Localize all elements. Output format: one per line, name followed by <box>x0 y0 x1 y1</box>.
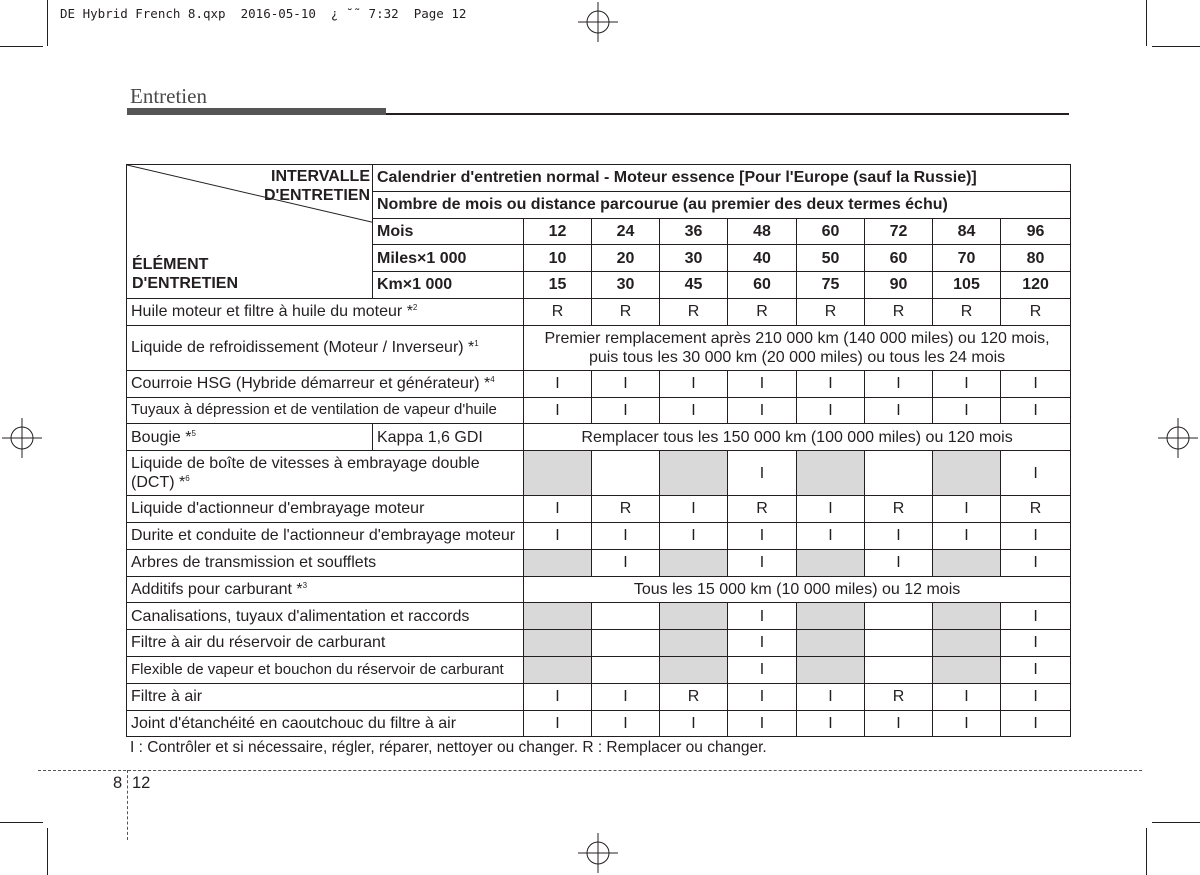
interval-value: 60 <box>865 245 933 272</box>
interval-unit-label: Miles×1 000 <box>373 245 524 272</box>
schedule-cell: I <box>728 710 797 737</box>
schedule-cell: R <box>592 496 660 523</box>
schedule-cell: I <box>524 683 592 710</box>
table-row <box>127 630 1071 657</box>
page-number: 12 <box>132 774 151 792</box>
table-row <box>127 549 1071 576</box>
schedule-cell: I <box>1001 656 1071 683</box>
interval-value: 60 <box>728 272 797 299</box>
schedule-cell: I <box>524 496 592 523</box>
interval-value: 30 <box>660 245 728 272</box>
table-row <box>127 603 1071 630</box>
interval-label: INTERVALLE D'ENTRETIEN <box>263 168 370 205</box>
registration-mark-icon <box>578 2 618 42</box>
schedule-cell: I <box>797 397 865 424</box>
schedule-cell: R <box>728 496 797 523</box>
schedule-cell <box>865 656 933 683</box>
schedule-cell: I <box>797 710 865 737</box>
item-label: Durite et conduite de l'actionneur d'embrayage moteur <box>127 522 524 549</box>
interval-value: 45 <box>660 272 728 299</box>
interval-value: 15 <box>524 272 592 299</box>
schedule-cell <box>524 549 592 576</box>
crop-mark <box>1146 828 1147 875</box>
schedule-cell <box>865 630 933 657</box>
schedule-cell <box>592 603 660 630</box>
footer-divider <box>127 770 128 840</box>
schedule-cell: I <box>1001 710 1071 737</box>
schedule-cell <box>933 603 1001 630</box>
interval-value: 96 <box>1001 218 1071 245</box>
schedule-cell: I <box>728 549 797 576</box>
interval-value: 90 <box>865 272 933 299</box>
schedule-cell: I <box>933 496 1001 523</box>
table-row <box>127 298 1071 325</box>
item-label: Liquide d'actionneur d'embrayage moteur <box>127 496 524 523</box>
legend: I : Contrôler et si nécessaire, régler, réparer, nettoyer ou changer. R : Remplacer ou changer. <box>130 739 767 756</box>
chapter-number: 8 <box>113 774 123 792</box>
schedule-cell: I <box>797 522 865 549</box>
table-row <box>127 370 1071 397</box>
schedule-cell: I <box>1001 549 1071 576</box>
schedule-cell: I <box>797 370 865 397</box>
item-label: Filtre à air <box>127 683 524 710</box>
section-title: Entretien <box>130 84 207 108</box>
schedule-cell: I <box>592 522 660 549</box>
interval-value: 20 <box>592 245 660 272</box>
interval-value: 50 <box>797 245 865 272</box>
registration-mark-icon <box>578 833 618 873</box>
schedule-cell: I <box>728 603 797 630</box>
schedule-cell: I <box>524 710 592 737</box>
schedule-cell <box>865 451 933 496</box>
schedule-cell <box>797 451 865 496</box>
schedule-cell: I <box>865 549 933 576</box>
crop-mark <box>1152 46 1200 47</box>
item-label: Bougie *$^5$ <box>127 424 373 451</box>
interval-value: 40 <box>728 245 797 272</box>
crop-mark <box>1152 822 1200 823</box>
interval-value: 72 <box>865 218 933 245</box>
item-label: Filtre à air du réservoir de carburant <box>127 630 524 657</box>
schedule-cell: I <box>660 496 728 523</box>
schedule-cell: R <box>1001 298 1071 325</box>
schedule-cell <box>865 603 933 630</box>
schedule-cell: I <box>660 397 728 424</box>
schedule-cell: I <box>933 522 1001 549</box>
table-row <box>127 710 1071 737</box>
schedule-cell: R <box>592 298 660 325</box>
schedule-cell: I <box>592 683 660 710</box>
schedule-cell: I <box>592 710 660 737</box>
item-label: Huile moteur et filtre à huile du moteur *$^2$ <box>127 298 524 325</box>
schedule-span-text: Premier remplacement après 210 000 km (140 000 miles) ou 120 mois, puis tous les 30 000 km (20 000 miles) ou tous les 24 mois <box>524 325 1071 370</box>
schedule-cell: I <box>933 397 1001 424</box>
schedule-cell: I <box>1001 397 1071 424</box>
schedule-cell <box>524 630 592 657</box>
schedule-cell: I <box>865 522 933 549</box>
maintenance-schedule-table <box>126 164 1071 737</box>
crop-mark <box>1146 0 1147 46</box>
schedule-cell: I <box>592 370 660 397</box>
schedule-cell: R <box>660 298 728 325</box>
schedule-cell: I <box>660 370 728 397</box>
schedule-cell <box>797 656 865 683</box>
print-slug: DE Hybrid French 8.qxp 2016-05-10 ¿ ˘˜ 7:32 Page 12 <box>60 6 467 21</box>
schedule-cell: I <box>660 710 728 737</box>
schedule-cell: I <box>728 397 797 424</box>
registration-mark-icon <box>1158 418 1198 458</box>
interval-value: 60 <box>797 218 865 245</box>
schedule-cell <box>592 630 660 657</box>
schedule-cell <box>797 603 865 630</box>
table-row <box>127 576 1071 603</box>
interval-value: 24 <box>592 218 660 245</box>
schedule-cell: I <box>933 370 1001 397</box>
schedule-cell <box>660 451 728 496</box>
schedule-cell: I <box>865 397 933 424</box>
schedule-cell: I <box>797 683 865 710</box>
interval-value: 80 <box>1001 245 1071 272</box>
schedule-span-text: Remplacer tous les 150 000 km (100 000 miles) ou 120 mois <box>524 424 1071 451</box>
schedule-cell: R <box>865 298 933 325</box>
table-row <box>127 451 1071 496</box>
item-label: Joint d'étanchéité en caoutchouc du filtre à air <box>127 710 524 737</box>
schedule-cell: R <box>797 298 865 325</box>
schedule-cell <box>797 549 865 576</box>
schedule-cell <box>660 603 728 630</box>
schedule-subtitle: Nombre de mois ou distance parcourue (au premier des deux termes échu) <box>373 191 1071 218</box>
schedule-span-text: Tous les 15 000 km (10 000 miles) ou 12 mois <box>524 576 1071 603</box>
table-row <box>127 397 1071 424</box>
interval-value: 48 <box>728 218 797 245</box>
interval-value: 12 <box>524 218 592 245</box>
item-label: Arbres de transmission et soufflets <box>127 549 524 576</box>
item-label: Canalisations, tuyaux d'alimentation et raccords <box>127 603 524 630</box>
crop-mark <box>0 46 43 47</box>
crop-mark <box>0 822 43 823</box>
schedule-cell: I <box>933 710 1001 737</box>
interval-value: 120 <box>1001 272 1071 299</box>
schedule-cell <box>524 451 592 496</box>
schedule-cell <box>592 656 660 683</box>
schedule-cell: I <box>865 710 933 737</box>
section-header-bar <box>127 108 386 115</box>
section-header-rule <box>386 113 1069 115</box>
item-label: Tuyaux à dépression et de ventilation de vapeur d'huile <box>127 397 524 424</box>
item-label: Courroie HSG (Hybride démarreur et générateur) *$^4$ <box>127 370 524 397</box>
footer-divider <box>38 770 1142 771</box>
element-label: ÉLÉMENT D'ENTRETIEN <box>132 255 239 292</box>
item-label: Additifs pour carburant *$^3$ <box>127 576 524 603</box>
table-row <box>127 424 1071 451</box>
schedule-cell <box>660 549 728 576</box>
schedule-cell <box>933 549 1001 576</box>
schedule-title: Calendrier d'entretien normal - Moteur essence [Pour l'Europe (sauf la Russie)] <box>373 165 1071 192</box>
interval-unit-label: Mois <box>373 218 524 245</box>
schedule-cell <box>660 656 728 683</box>
crop-mark <box>47 828 48 875</box>
schedule-cell: I <box>524 370 592 397</box>
interval-value: 105 <box>933 272 1001 299</box>
schedule-cell: R <box>865 683 933 710</box>
table-row <box>127 656 1071 683</box>
schedule-cell <box>797 630 865 657</box>
interval-value: 75 <box>797 272 865 299</box>
item-sub-label: Kappa 1,6 GDI <box>373 424 524 451</box>
schedule-cell <box>933 656 1001 683</box>
schedule-cell: I <box>1001 451 1071 496</box>
interval-value: 84 <box>933 218 1001 245</box>
table-row <box>127 683 1071 710</box>
schedule-cell <box>524 656 592 683</box>
interval-value: 30 <box>592 272 660 299</box>
interval-value: 10 <box>524 245 592 272</box>
item-label: Liquide de refroidissement (Moteur / Inverseur) *$^1$ <box>127 325 524 370</box>
schedule-cell <box>592 451 660 496</box>
schedule-cell: I <box>1001 683 1071 710</box>
schedule-cell: R <box>524 298 592 325</box>
schedule-cell: I <box>728 451 797 496</box>
schedule-cell <box>524 603 592 630</box>
item-label: Liquide de boîte de vitesses à embrayage double (DCT) *$^6$ <box>127 451 524 496</box>
interval-value: 70 <box>933 245 1001 272</box>
schedule-cell: I <box>728 630 797 657</box>
schedule-cell <box>933 630 1001 657</box>
schedule-cell: I <box>728 370 797 397</box>
schedule-cell: I <box>797 496 865 523</box>
schedule-cell: I <box>728 522 797 549</box>
registration-mark-icon <box>2 418 42 458</box>
schedule-cell: I <box>1001 522 1071 549</box>
schedule-cell: R <box>660 683 728 710</box>
schedule-cell: I <box>865 370 933 397</box>
schedule-cell: I <box>728 656 797 683</box>
crop-mark <box>47 0 48 46</box>
schedule-cell <box>660 630 728 657</box>
item-label: Flexible de vapeur et bouchon du réservoir de carburant <box>127 656 524 683</box>
schedule-cell: I <box>1001 630 1071 657</box>
interval-value: 36 <box>660 218 728 245</box>
schedule-cell: R <box>933 298 1001 325</box>
schedule-cell <box>933 451 1001 496</box>
interval-unit-label: Km×1 000 <box>373 272 524 299</box>
schedule-cell: I <box>1001 370 1071 397</box>
schedule-cell: R <box>865 496 933 523</box>
schedule-cell: R <box>1001 496 1071 523</box>
table-row <box>127 325 1071 370</box>
schedule-cell: I <box>592 397 660 424</box>
schedule-cell: I <box>933 683 1001 710</box>
table-row <box>127 522 1071 549</box>
schedule-cell: I <box>592 549 660 576</box>
schedule-cell: I <box>728 683 797 710</box>
schedule-cell: I <box>1001 603 1071 630</box>
table-row <box>127 496 1071 523</box>
table-corner-header <box>127 165 373 299</box>
schedule-cell: I <box>524 522 592 549</box>
schedule-cell: I <box>524 397 592 424</box>
schedule-cell: R <box>728 298 797 325</box>
schedule-cell: I <box>660 522 728 549</box>
